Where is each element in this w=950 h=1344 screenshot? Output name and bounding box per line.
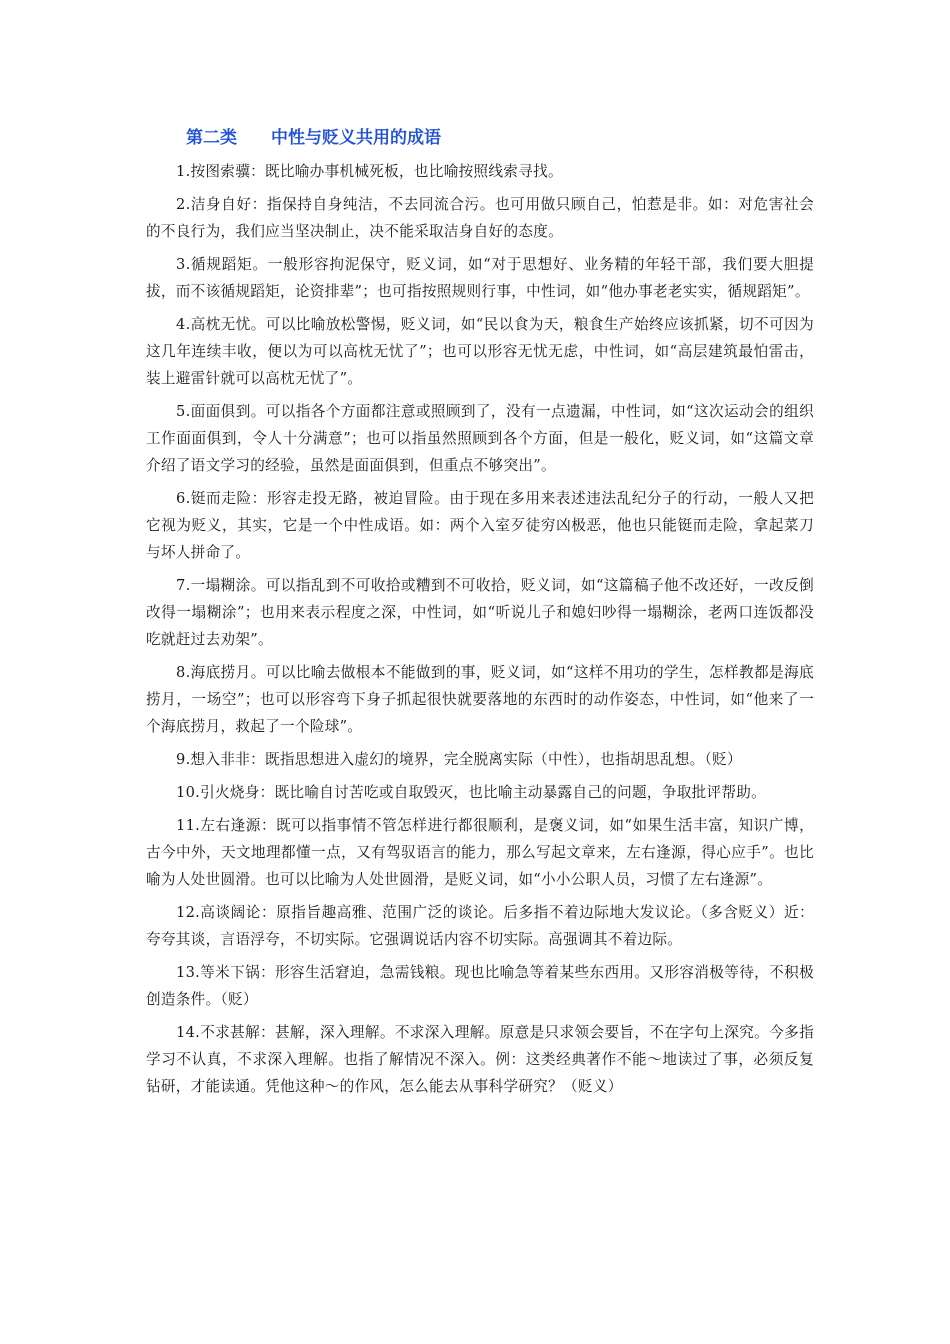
idiom-entry-13: 13.等米下锅：形容生活窘迫，急需钱粮。现也比喻急等着某些东西用。又形容消极等待，不积极创造条件。（贬） xyxy=(146,964,814,1008)
idiom-entry-5: 5.面面俱到。可以指各个方面都注意或照顾到了，没有一点遗漏，中性词，如“这次运动会的组织工作面面俱到，令人十分满意”；也可以指虽然照顾到各个方面，但是一般化，贬义词，如“这篇文章介绍了语文学习的经验，虽然是面面俱到，但重点不够突出”。 xyxy=(146,403,814,474)
idiom-entry-4: 4.高枕无忧。可以比喻放松警惕，贬义词，如“民以食为天，粮食生产始终应该抓紧，切不可因为这几年连续丰收，便以为可以高枕无忧了”；也可以形容无忧无虑，中性词，如“高层建筑最怕雷击，装上避雷针就可以高枕无忧了”。 xyxy=(146,316,814,387)
document-page xyxy=(146,124,814,1106)
idiom-entry-1: 1.按图索骥：既比喻办事机械死板，也比喻按照线索寻找。 xyxy=(176,163,563,180)
heading-title: 中性与贬义共用的成语 xyxy=(271,128,441,148)
heading-category: 第二类 xyxy=(186,128,237,148)
idiom-entry-7: 7.一塌糊涂。可以指乱到不可收拾或糟到不可收拾，贬义词，如“这篇稿子他不改还好，一改反倒改得一塌糊涂”；也用来表示程度之深，中性词，如“听说儿子和媳妇吵得一塌糊涂，老两口连饭都没吃就赶过去劝架”。 xyxy=(146,577,814,648)
idiom-entry-2: 2.洁身自好：指保持自身纯洁，不去同流合污。也可用做只顾自己，怕惹是非。如：对危害社会的不良行为，我们应当坚决制止，决不能采取洁身自好的态度。 xyxy=(146,196,814,240)
idiom-entry-12: 12.高谈阔论：原指旨趣高雅、范围广泛的谈论。后多指不着边际地大发议论。（多含贬义）近：夸夸其谈，言语浮夸，不切实际。它强调说话内容不切实际。高强调其不着边际。 xyxy=(146,904,814,948)
idiom-entry-10: 10.引火烧身：既比喻自讨苦吃或自取毁灭，也比喻主动暴露自己的问题，争取批评帮助。 xyxy=(176,784,767,801)
idiom-entry-6: 6.铤而走险：形容走投无路，被迫冒险。由于现在多用来表述违法乱纪分子的行动，一般人又把它视为贬义，其实，它是一个中性成语。如：两个入室歹徒穷凶极恶，他也只能铤而走险，拿起菜刀与坏人拼命了。 xyxy=(146,490,814,561)
idiom-entry-11: 11.左右逢源：既可以指事情不管怎样进行都很顺利，是褒义词，如“如果生活丰富，知识广博，古今中外，天文地理都懂一点，又有驾驭语言的能力，那么写起文章来，左右逢源，得心应手”。也比喻为人处世圆滑。也可以比喻为人处世圆滑，是贬义词，如“小小公职人员，习惯了左右逢源”。 xyxy=(146,817,814,888)
idiom-entry-3: 3.循规蹈矩。一般形容拘泥保守，贬义词，如“对于思想好、业务精的年轻干部，我们要大胆提拔，而不该循规蹈矩，论资排辈”；也可指按照规则行事，中性词，如“他办事老老实实，循规蹈矩”。 xyxy=(146,256,814,300)
idiom-entry-8: 8.海底捞月。可以比喻去做根本不能做到的事，贬义词，如“这样不用功的学生，怎样教都是海底捞月，一场空”；也可以形容弯下身子抓起很快就要落地的东西时的动作姿态，中性词，如“他来了一个海底捞月，救起了一个险球”。 xyxy=(146,664,814,735)
section-heading xyxy=(186,124,814,152)
idiom-entry-9: 9.想入非非：既指思想进入虚幻的境界，完全脱离实际（中性），也指胡思乱想。（贬） xyxy=(176,751,742,768)
idiom-entry-14: 14.不求甚解：甚解，深入理解。不求深入理解。原意是只求领会要旨，不在字句上深究。今多指学习不认真，不求深入理解。也指了解情况不深入。例：这类经典著作不能～地读过了事，必须反复钻研，才能读通。凭他这种～的作风，怎么能去从事科学研究？（贬义） xyxy=(146,1024,814,1095)
